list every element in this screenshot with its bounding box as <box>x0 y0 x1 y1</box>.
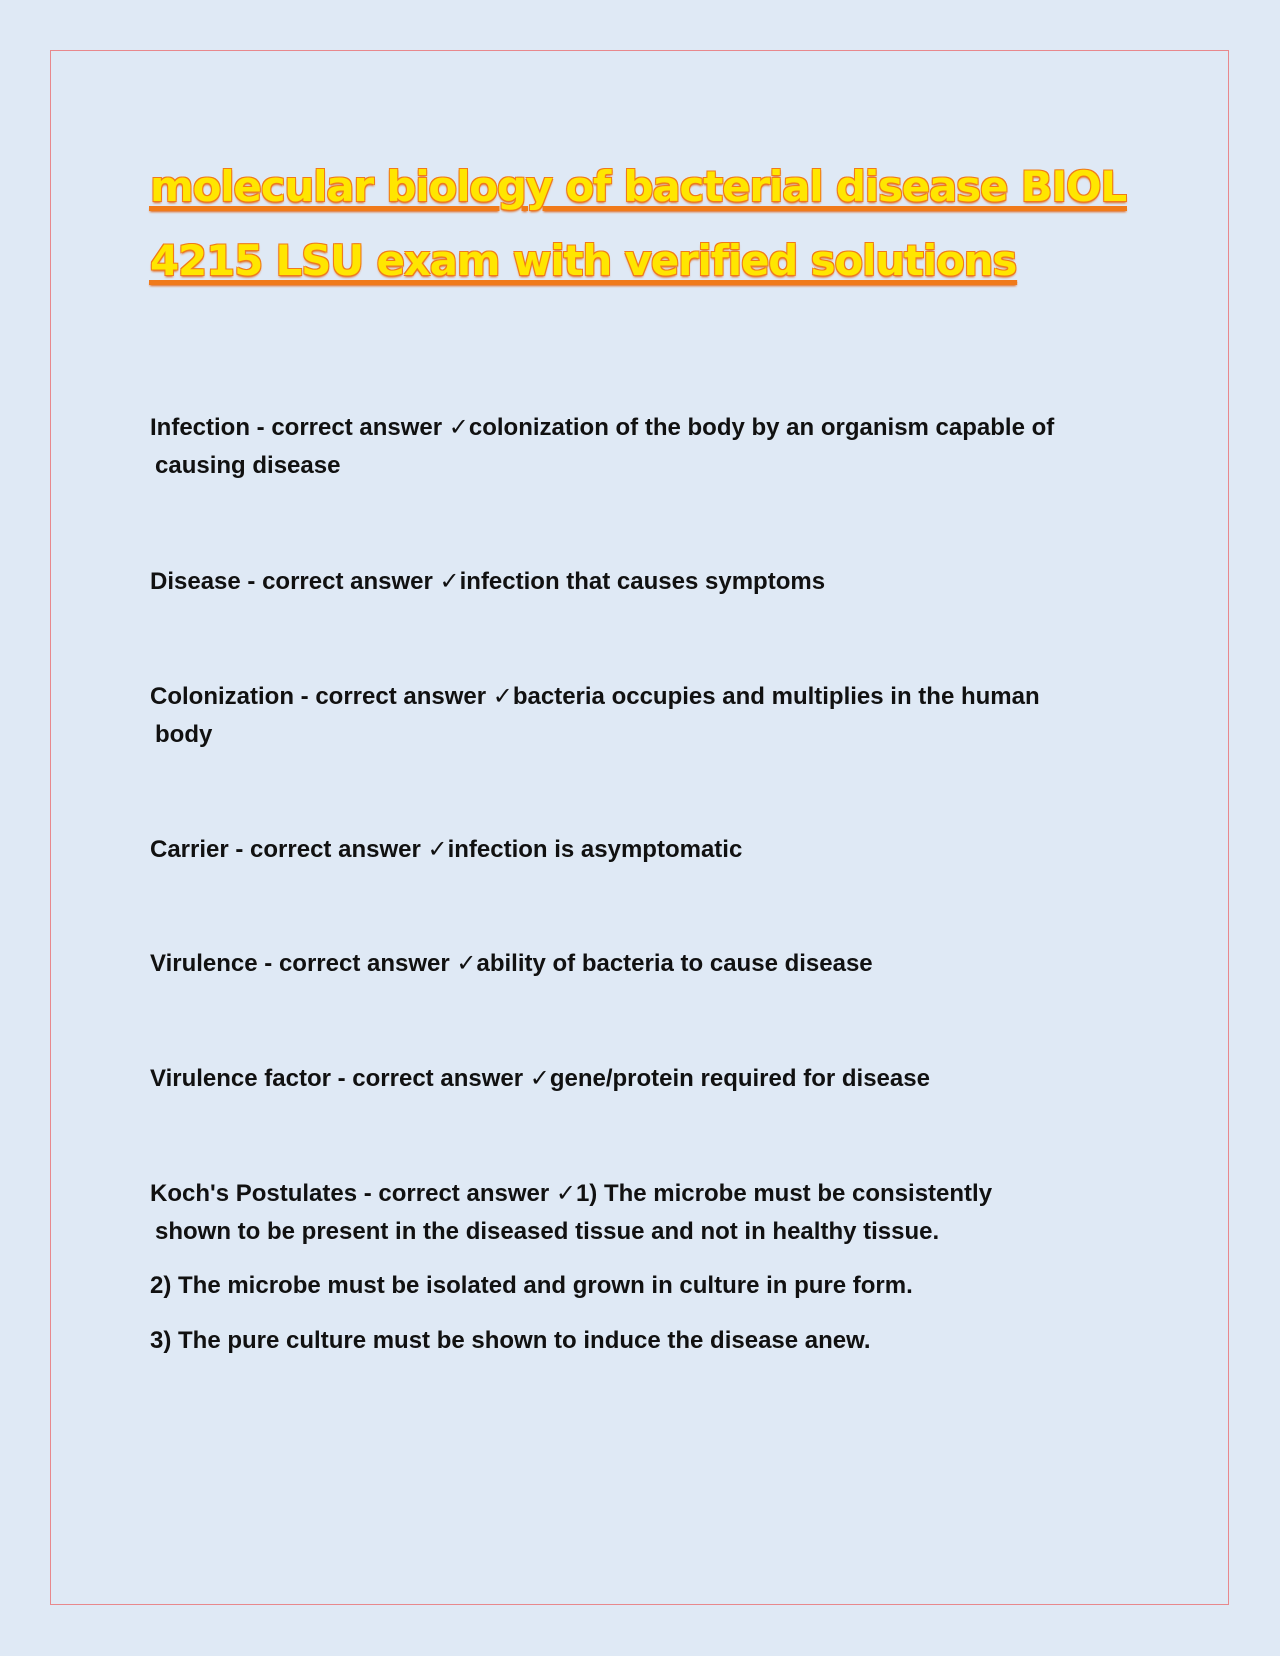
qa-answer-continued: causing disease <box>155 452 341 479</box>
qa-separator: - correct answer <box>293 683 493 710</box>
kochs-postulate-3: 3) The pure culture must be shown to induce the disease anew. <box>150 1327 871 1354</box>
qa-separator: - correct answer <box>257 950 457 977</box>
qa-answer: ability of bacteria to cause disease <box>476 950 873 977</box>
check-icon: ✓ <box>448 413 469 441</box>
qa-item-infection <box>150 408 1130 485</box>
qa-answer: 1) The microbe must be consistently <box>575 1180 993 1207</box>
qa-term: Virulence <box>150 950 258 977</box>
qa-separator: - correct answer <box>357 1180 556 1207</box>
check-icon: ✓ <box>427 835 448 863</box>
qa-term: Virulence factor <box>150 1065 331 1092</box>
qa-term: Infection <box>150 414 250 441</box>
qa-answer: infection is asymptomatic <box>447 836 743 863</box>
qa-answer: bacteria occupies and multiplies in the human <box>512 683 1040 710</box>
qa-separator: - correct answer <box>330 1065 530 1092</box>
qa-term: Koch's Postulates <box>150 1180 358 1207</box>
qa-item-kochs-postulates <box>150 1174 1130 1251</box>
qa-term: Colonization <box>150 683 294 710</box>
qa-item-carrier <box>150 830 1130 869</box>
qa-answer-continued: shown to be present in the diseased tissue and not in healthy tissue. <box>155 1218 940 1245</box>
qa-separator: - correct answer <box>240 568 440 595</box>
qa-separator: - correct answer <box>228 836 428 863</box>
check-icon: ✓ <box>492 682 513 710</box>
qa-item-colonization <box>150 677 1130 754</box>
qa-answer: colonization of the body by an organism capable of <box>468 414 1055 441</box>
document-title: molecular biology of bacterial disease BIOL 4215 LSU exam with verified solutions <box>150 162 1126 285</box>
kochs-postulate-2: 2) The microbe must be isolated and grown in culture in pure form. <box>150 1272 913 1299</box>
qa-answer-continued: body <box>155 721 213 748</box>
qa-answer: infection that causes symptoms <box>459 568 826 595</box>
qa-term: Carrier <box>150 836 229 863</box>
check-icon: ✓ <box>555 1179 576 1207</box>
check-icon: ✓ <box>456 949 477 977</box>
qa-item-disease <box>150 562 1130 601</box>
qa-item-virulence-factor <box>150 1059 1130 1098</box>
check-icon: ✓ <box>529 1064 550 1092</box>
qa-term: Disease <box>150 568 241 595</box>
qa-answer: gene/protein required for disease <box>549 1065 930 1092</box>
qa-item-virulence <box>150 944 1130 983</box>
check-icon: ✓ <box>439 567 460 595</box>
qa-separator: - correct answer <box>250 414 449 441</box>
